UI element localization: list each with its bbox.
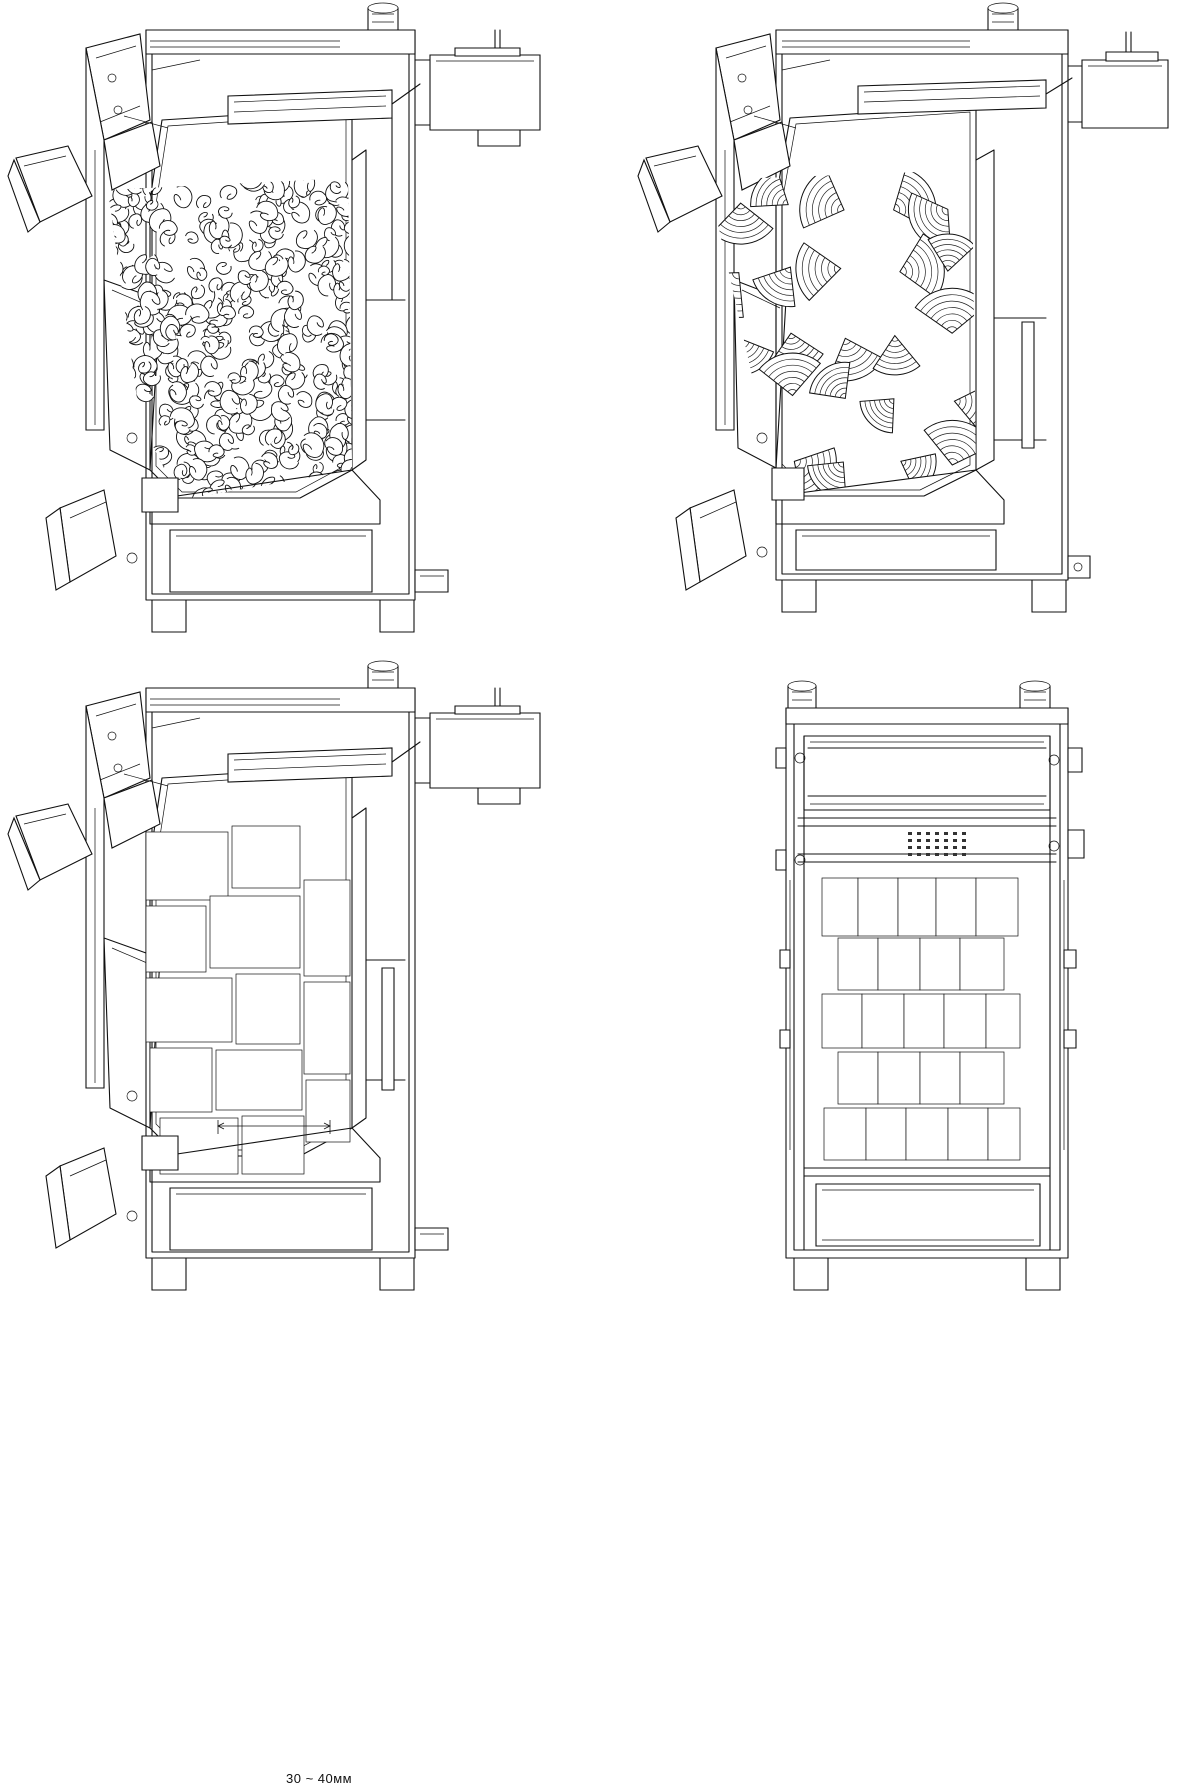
fuel-wood-chips <box>89 166 385 524</box>
fuel-split-logs <box>694 169 996 503</box>
fuel-briquettes-front <box>822 878 1020 1160</box>
gap-dimension-label: 30 ~ 40мм <box>286 1771 353 1786</box>
panel-boiler-section-split-logs <box>590 0 1180 650</box>
panel-boiler-front-view-briquettes <box>590 650 1180 1300</box>
vent-holes <box>908 832 966 856</box>
boiler-side-section-briquettes-drawing <box>0 650 590 1300</box>
boiler-side-section-drawing <box>0 0 590 650</box>
panel-boiler-section-briquettes <box>0 650 590 1786</box>
boiler-side-section-logs-drawing <box>590 0 1180 650</box>
panel-boiler-section-wood-chips <box>0 0 590 650</box>
fuel-briquettes <box>146 826 350 1174</box>
boiler-front-section-drawing <box>590 650 1180 1300</box>
